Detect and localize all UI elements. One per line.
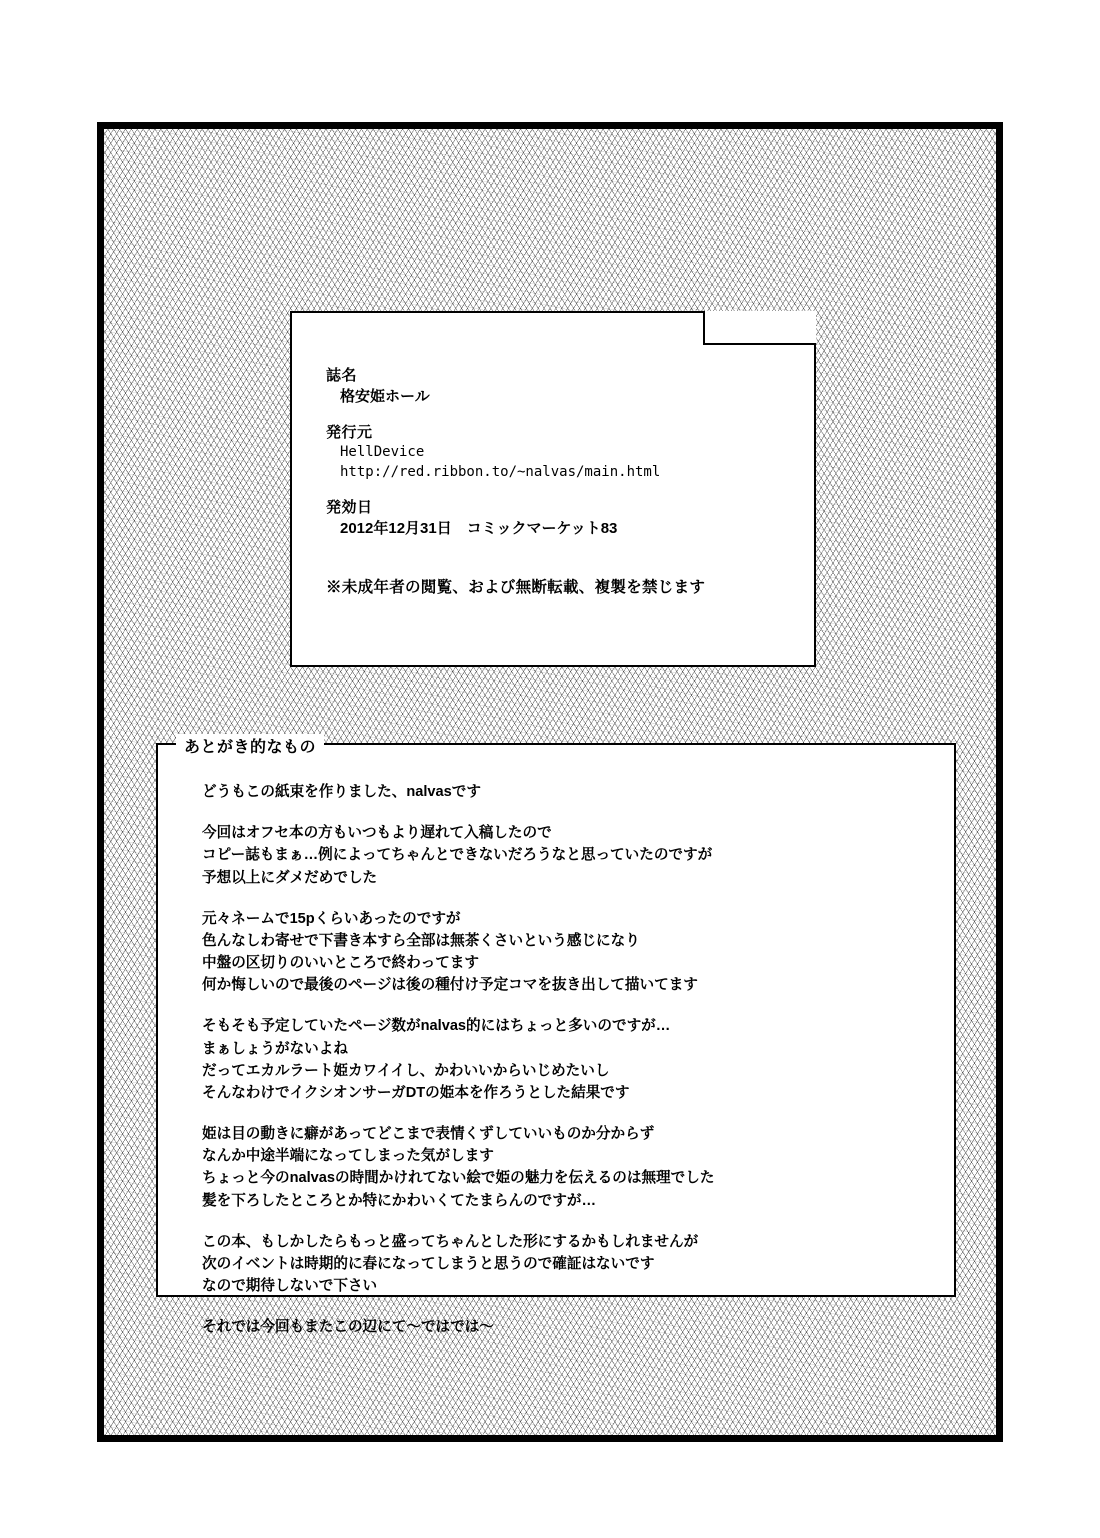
afterword-line: まぁしょうがないよね [202, 1040, 348, 1057]
afterword-paragraph [202, 1316, 932, 1338]
afterword-line: 髪を下ろしたところとか特にかわいくてたまらんのですが… [202, 1192, 597, 1209]
colophon-label-title: 誌名 [326, 367, 358, 384]
afterword-line: 予想以上にダメだめでした [202, 869, 378, 886]
afterword-line: それでは今回もまたこの辺にて～ではでは～ [202, 1319, 494, 1336]
colophon-content [326, 365, 796, 599]
afterword-line: なので期待しないで下さい [202, 1278, 378, 1295]
afterword-paragraph [202, 1123, 932, 1212]
colophon-notice: ※未成年者の閲覧、および無断転載、複製を禁じます [326, 579, 706, 597]
afterword-line: 今回はオフセ本の方もいつもより遅れて入稿したので [202, 825, 552, 842]
afterword-line: 色んなしわ寄せで下書き本すら全部は無茶くさいという感じになり [202, 932, 640, 949]
afterword-box [156, 739, 956, 1336]
colophon-value-publisher-url[interactable]: http://red.ribbon.to/~nalvas/main.html [340, 463, 661, 480]
afterword-line: そんなわけでイクシオンサーガDTの姫本を作ろうとした結果です [202, 1084, 630, 1101]
colophon-field-publisher [326, 422, 796, 483]
afterword-title: あとがき的なもの [176, 734, 324, 757]
afterword-paragraph [202, 908, 932, 997]
afterword-line: そもそも予定していたページ数がnalvas的にはちょっと多いのですが… [202, 1018, 671, 1035]
colophon-value-title: 格安姫ホール [340, 388, 430, 406]
afterword-line: コピー誌もまぁ…例によってちゃんとできないだろうなと思っていたのですが [202, 847, 713, 864]
afterword-line: だってエカルラート姫カワイイし、かわいいからいじめたいし [202, 1062, 610, 1079]
afterword-line: 中盤の区切りのいいところで終わってます [202, 955, 479, 972]
afterword-line: 次のイベントは時期的に春になってしまうと思うので確証はないです [202, 1255, 655, 1272]
colophon-value-publisher-name: HellDevice [340, 443, 425, 460]
page-frame [97, 122, 1003, 1442]
afterword-paragraph [202, 1015, 932, 1104]
colophon-field-date [326, 497, 796, 540]
afterword-line: この本、もしかしたらもっと盛ってちゃんとした形にするかもしれませんが [202, 1233, 699, 1250]
colophon-card [290, 311, 816, 667]
colophon-value-date: 2012年12月31日 コミックマーケット83 [340, 519, 618, 537]
afterword-line: なんか中途半端になってしまった気がします [202, 1148, 494, 1165]
colophon-label-date: 発効日 [326, 498, 373, 516]
afterword-line: 元々ネームで15pくらいあったのですが [202, 910, 461, 927]
colophon-label-publisher: 発行元 [326, 423, 373, 441]
afterword-line: 何か悔しいので最後のページは後の種付け予定コマを抜き出して描いてます [202, 977, 698, 994]
afterword-paragraph [202, 1231, 932, 1298]
afterword-line: 姫は目の動きに癖があってどこまで表情くずしていいものか分からず [202, 1126, 655, 1143]
colophon-corner-notch [703, 311, 816, 345]
afterword-body [202, 781, 932, 1338]
colophon-field-title [326, 365, 796, 408]
afterword-paragraph [202, 781, 932, 803]
afterword-paragraph [202, 822, 932, 889]
afterword-line: ちょっと今のnalvasの時間かけれてない絵で姫の魅力を伝えるのは無理でした [202, 1170, 715, 1187]
afterword-line: どうもこの紙束を作りました、nalvasです [202, 784, 481, 800]
